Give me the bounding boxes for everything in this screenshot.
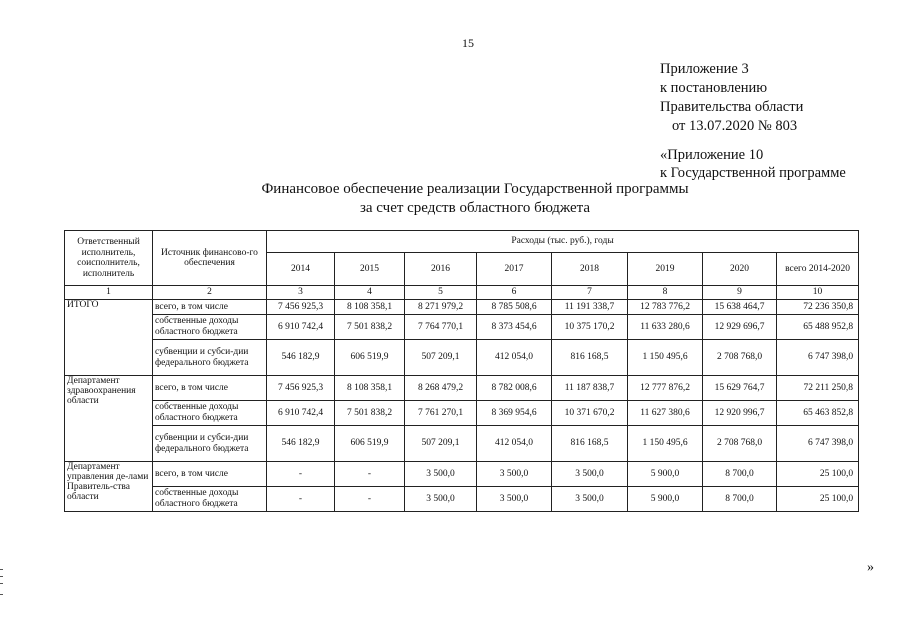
value-cell: 7 456 925,3 <box>267 300 335 315</box>
value-cell: 6 747 398,0 <box>777 426 859 462</box>
value-cell: 25 100,0 <box>777 462 859 487</box>
value-cell: 3 500,0 <box>552 462 628 487</box>
value-cell: 3 500,0 <box>552 487 628 512</box>
table-row <box>65 426 859 462</box>
value-cell: 546 182,9 <box>267 340 335 376</box>
title-line: за счет средств областного бюджета <box>359 200 591 216</box>
table-row <box>65 487 859 512</box>
executor-cell: ИТОГО <box>65 300 153 376</box>
appendix-reference <box>660 60 803 136</box>
appendix-quote-line: «Приложение 10 <box>660 147 764 163</box>
financing-table <box>64 230 859 512</box>
value-cell: 12 777 876,2 <box>628 376 703 401</box>
value-cell: 5 900,0 <box>628 487 703 512</box>
value-cell: 12 783 776,2 <box>628 300 703 315</box>
value-cell: 15 629 764,7 <box>703 376 777 401</box>
value-cell: 8 369 954,6 <box>477 401 552 426</box>
table-row <box>65 340 859 376</box>
header-expenses: Расходы (тыс. руб.), годы <box>267 231 859 253</box>
value-cell: 15 638 464,7 <box>703 300 777 315</box>
header-source: Источник финансово-го обеспечения <box>153 231 267 286</box>
value-cell: 12 929 696,7 <box>703 315 777 340</box>
value-cell: 11 187 838,7 <box>552 376 628 401</box>
appendix-quote <box>660 147 846 182</box>
appendix-line: Приложение 3 <box>660 61 749 77</box>
value-cell: 2 708 768,0 <box>703 426 777 462</box>
value-cell: 606 519,9 <box>335 426 405 462</box>
value-cell: 3 500,0 <box>477 487 552 512</box>
value-cell: 25 100,0 <box>777 487 859 512</box>
value-cell: 8 271 979,2 <box>405 300 477 315</box>
table-row <box>65 300 859 315</box>
column-number: 1 <box>65 286 153 300</box>
value-cell: 10 371 670,2 <box>552 401 628 426</box>
value-cell: 11 633 280,6 <box>628 315 703 340</box>
value-cell: 8 700,0 <box>703 487 777 512</box>
value-cell: 7 501 838,2 <box>335 401 405 426</box>
value-cell: 816 168,5 <box>552 340 628 376</box>
binding-margin-mark <box>0 569 3 595</box>
header-year: 2015 <box>335 253 405 286</box>
value-cell: 3 500,0 <box>405 487 477 512</box>
table-row <box>65 401 859 426</box>
column-number: 6 <box>477 286 552 300</box>
header-year: 2016 <box>405 253 477 286</box>
appendix-line: Правительства области <box>660 99 804 115</box>
value-cell: - <box>267 487 335 512</box>
title-line: Финансовое обеспечение реализации Государственной программы <box>261 181 689 197</box>
column-number: 9 <box>703 286 777 300</box>
value-cell: 1 150 495,6 <box>628 340 703 376</box>
value-cell: 3 500,0 <box>405 462 477 487</box>
value-cell: 8 108 358,1 <box>335 376 405 401</box>
header-year: 2014 <box>267 253 335 286</box>
value-cell: 507 209,1 <box>405 426 477 462</box>
value-cell: 1 150 495,6 <box>628 426 703 462</box>
value-cell: 507 209,1 <box>405 340 477 376</box>
value-cell: 3 500,0 <box>477 462 552 487</box>
header-year: 2019 <box>628 253 703 286</box>
table-row <box>65 462 859 487</box>
source-cell: собственные доходы областного бюджета <box>153 401 267 426</box>
value-cell: 7 501 838,2 <box>335 315 405 340</box>
value-cell: 816 168,5 <box>552 426 628 462</box>
value-cell: 8 373 454,6 <box>477 315 552 340</box>
value-cell: 72 236 350,8 <box>777 300 859 315</box>
value-cell: - <box>335 487 405 512</box>
value-cell: 72 211 250,8 <box>777 376 859 401</box>
column-number: 3 <box>267 286 335 300</box>
value-cell: 10 375 170,2 <box>552 315 628 340</box>
value-cell: 6 910 742,4 <box>267 315 335 340</box>
source-cell: собственные доходы областного бюджета <box>153 315 267 340</box>
value-cell: 606 519,9 <box>335 340 405 376</box>
value-cell: 65 488 952,8 <box>777 315 859 340</box>
source-cell: всего, в том числе <box>153 376 267 401</box>
header-year: 2017 <box>477 253 552 286</box>
value-cell: 5 900,0 <box>628 462 703 487</box>
document-title <box>240 180 710 218</box>
column-number: 4 <box>335 286 405 300</box>
column-number: 5 <box>405 286 477 300</box>
executor-cell: Департамент управления де-лами Правитель-ства области <box>65 462 153 512</box>
column-number: 7 <box>552 286 628 300</box>
value-cell: 12 920 996,7 <box>703 401 777 426</box>
value-cell: - <box>335 462 405 487</box>
header-executor: Ответственный исполнитель, соисполнитель, исполнитель <box>65 231 153 286</box>
appendix-quote-line: к Государственной программе <box>660 164 846 181</box>
appendix-line: от 13.07.2020 № 803 <box>672 118 798 134</box>
value-cell: 8 785 508,6 <box>477 300 552 315</box>
header-year: 2020 <box>703 253 777 286</box>
value-cell: 8 108 358,1 <box>335 300 405 315</box>
value-cell: 7 456 925,3 <box>267 376 335 401</box>
column-number: 2 <box>153 286 267 300</box>
source-cell: всего, в том числе <box>153 462 267 487</box>
value-cell: - <box>267 462 335 487</box>
source-cell: субвенции и субси-дии федерального бюджета <box>153 340 267 376</box>
table-row <box>65 315 859 340</box>
value-cell: 6 910 742,4 <box>267 401 335 426</box>
value-cell: 8 700,0 <box>703 462 777 487</box>
header-year: 2018 <box>552 253 628 286</box>
value-cell: 8 268 479,2 <box>405 376 477 401</box>
value-cell: 11 191 338,7 <box>552 300 628 315</box>
value-cell: 11 627 380,6 <box>628 401 703 426</box>
value-cell: 412 054,0 <box>477 426 552 462</box>
value-cell: 6 747 398,0 <box>777 340 859 376</box>
page-number: 15 <box>462 36 474 50</box>
executor-cell: Департамент здравоохранения области <box>65 376 153 462</box>
value-cell: 412 054,0 <box>477 340 552 376</box>
value-cell: 7 764 770,1 <box>405 315 477 340</box>
header-total: всего 2014-2020 <box>777 253 859 286</box>
column-number: 8 <box>628 286 703 300</box>
value-cell: 65 463 852,8 <box>777 401 859 426</box>
source-cell: собственные доходы областного бюджета <box>153 487 267 512</box>
value-cell: 7 761 270,1 <box>405 401 477 426</box>
value-cell: 546 182,9 <box>267 426 335 462</box>
column-number: 10 <box>777 286 859 300</box>
closing-quote: » <box>867 560 874 575</box>
value-cell: 2 708 768,0 <box>703 340 777 376</box>
appendix-line: к постановлению <box>660 80 768 96</box>
table-row <box>65 376 859 401</box>
source-cell: всего, в том числе <box>153 300 267 315</box>
value-cell: 8 782 008,6 <box>477 376 552 401</box>
source-cell: субвенции и субси-дии федерального бюджета <box>153 426 267 462</box>
